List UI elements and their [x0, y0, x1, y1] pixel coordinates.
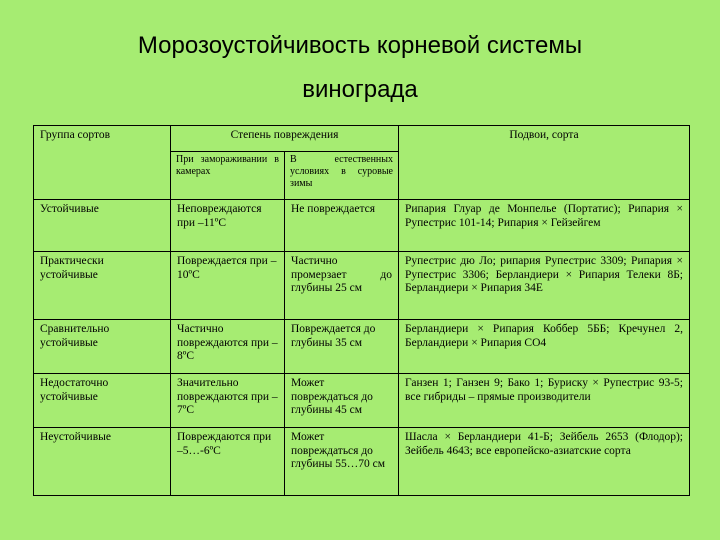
row-chamber: Повреждаются при –5…-6ºС	[171, 428, 285, 496]
page-title-line-2: винограда	[302, 76, 418, 103]
row-natural: Не повреждается	[285, 200, 399, 252]
row-chamber: Повреждается при –10ºС	[171, 252, 285, 320]
row-rootstock: Берландиери × Рипария Коббер 5ББ; Кречунел 2, Берландиери × Рипария СО4	[399, 320, 690, 374]
row-group: Неустойчивые	[34, 428, 171, 496]
row-rootstock: Ганзен 1; Ганзен 9; Бако 1; Буриску × Рупестрис 93-5; все гибриды – прямые производители	[399, 374, 690, 428]
row-group: Практически устойчивые	[34, 252, 171, 320]
row-group: Недостаточно устойчивые	[34, 374, 171, 428]
table-row	[34, 428, 690, 496]
page-title-line-1: Морозоустойчивость корневой системы	[137, 32, 583, 59]
table-row	[34, 374, 690, 428]
header-chamber: При замораживании в камерах	[171, 152, 285, 200]
table-header-row	[34, 126, 690, 152]
table-row	[34, 320, 690, 374]
table-row	[34, 200, 690, 252]
table-row	[34, 252, 690, 320]
row-natural: Повреждается до глубины 35 см	[285, 320, 399, 374]
row-rootstock: Шасла × Берландиери 41-Б; Зейбель 2653 (Флодор); Зейбель 4643; все европейско-азиатские сорта	[399, 428, 690, 496]
row-chamber: Частично повреждаются при –8ºС	[171, 320, 285, 374]
row-group: Устойчивые	[34, 200, 171, 252]
header-group: Группа сортов	[34, 126, 171, 200]
header-rootstock: Подвои, сорта	[399, 126, 690, 200]
row-rootstock: Рипария Глуар де Монпелье (Портатис); Рипария × Рупестрис 101-14; Рипария × Гейзейгем	[399, 200, 690, 252]
row-group: Сравнительно устойчивые	[34, 320, 171, 374]
row-natural: Может повреждаться до глубины 55…70 см	[285, 428, 399, 496]
row-natural: Частично промерзает до глубины 25 см	[285, 252, 399, 320]
header-natural: В естественных условиях в суровые зимы	[285, 152, 399, 200]
frost-resistance-table	[33, 125, 690, 496]
row-rootstock: Рупестрис дю Ло; рипария Рупестрис 3309; Рипария × Рупестрис 3306; Берландиери × Рипария Телеки 8Б; Берландиери × Рипария 34Е	[399, 252, 690, 320]
header-damage: Степень повреждения	[171, 126, 399, 152]
row-chamber: Значительно повреждаются при –7ºС	[171, 374, 285, 428]
row-chamber: Неповреждаются при –11ºС	[171, 200, 285, 252]
row-natural: Может повреждаться до глубины 45 см	[285, 374, 399, 428]
